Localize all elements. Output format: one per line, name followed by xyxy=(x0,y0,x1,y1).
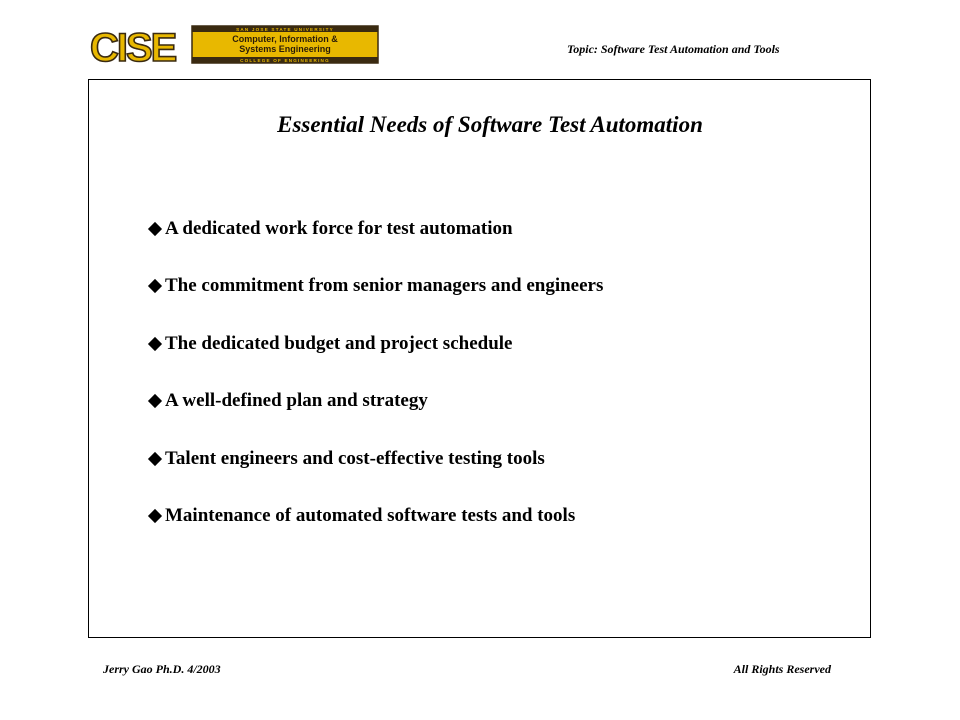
bullet-text: Talent engineers and cost-effective testing tools xyxy=(165,447,545,469)
footer-rights: All Rights Reserved xyxy=(733,662,831,676)
list-item xyxy=(148,216,603,273)
bullet-text: The dedicated budget and project schedule xyxy=(165,332,513,354)
list-item xyxy=(148,331,603,388)
topic-header: Topic: Software Test Automation and Tools xyxy=(567,42,780,56)
diamond-bullet-icon xyxy=(148,331,162,357)
bullet-text: A well-defined plan and strategy xyxy=(165,390,428,412)
list-item xyxy=(148,388,603,445)
diamond-bullet-icon xyxy=(148,503,162,529)
logo-dept-line1: Computer, Information & xyxy=(232,34,338,44)
diamond-bullet-icon xyxy=(148,216,162,242)
logo-college-text: COLLEGE OF ENGINEERING xyxy=(240,58,330,63)
bullet-text: The commitment from senior managers and engineers xyxy=(165,275,604,297)
logo-university-text: SAN JOSE STATE UNIVERSITY xyxy=(236,27,334,32)
list-item xyxy=(148,503,603,560)
logo-dept-line2: Systems Engineering xyxy=(239,44,331,54)
slide-title: Essential Needs of Software Test Automation xyxy=(277,112,703,137)
bullet-list xyxy=(148,216,603,560)
list-item xyxy=(148,273,603,330)
cise-logo xyxy=(88,22,380,66)
footer-author: Jerry Gao Ph.D. 4/2003 xyxy=(103,662,221,676)
diamond-bullet-icon xyxy=(148,446,162,472)
bullet-text: Maintenance of automated software tests and tools xyxy=(165,504,576,526)
diamond-bullet-icon xyxy=(148,273,162,299)
bullet-text: A dedicated work force for test automation xyxy=(165,218,513,239)
logo-letters: CISE xyxy=(90,26,176,66)
diamond-bullet-icon xyxy=(148,388,162,414)
list-item xyxy=(148,446,603,503)
